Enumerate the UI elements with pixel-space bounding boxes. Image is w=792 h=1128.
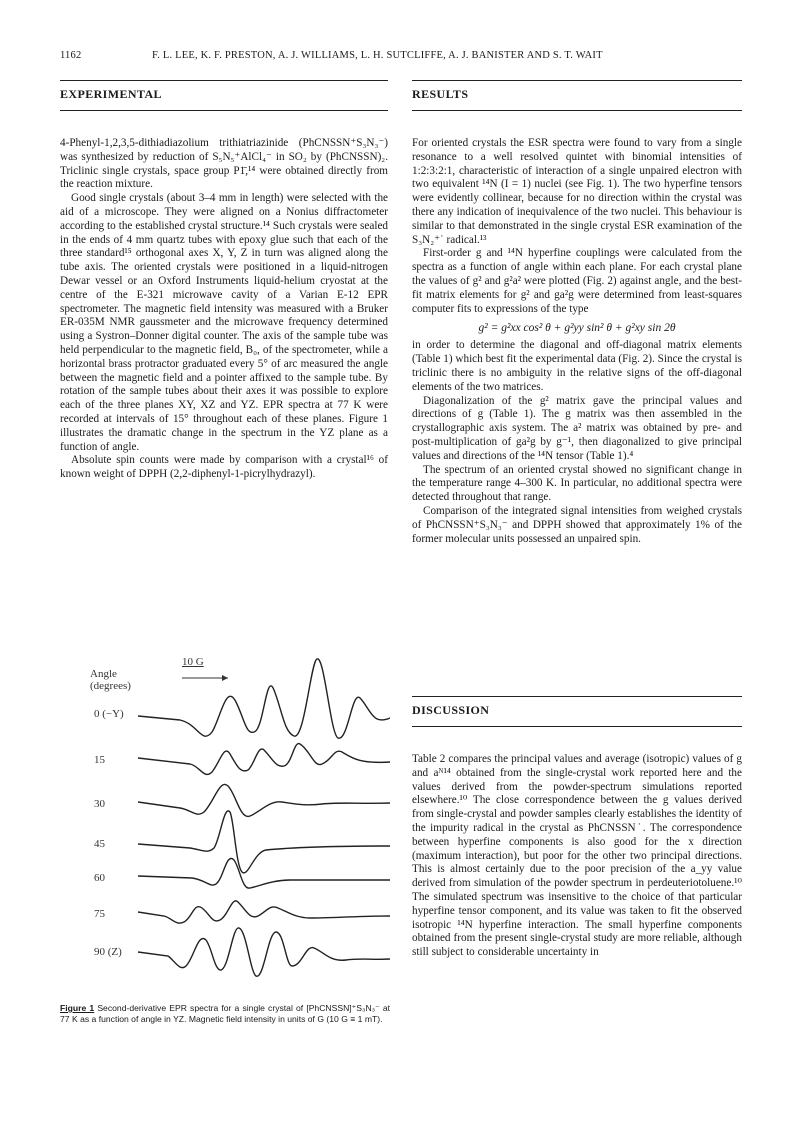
discussion-section [412, 696, 742, 960]
spectrum-15 [138, 744, 390, 775]
results-paragraph-4: Diagonalization of the g² matrix gave the principal values and directions of g (Table 1). The g matrix was then assembled in the crystallographic axis system. The a² matrix was obtained by pre- and post-multiplication of ga²g by g⁻¹, then diagonalized to give principal values and directions of the ¹⁴N tensor (Table 1).⁴ [412, 394, 742, 462]
scale-bar-arrow [222, 675, 228, 681]
spectrum-30 [138, 784, 390, 816]
results-heading: RESULTS [412, 87, 469, 101]
angle-label-15: 15 [94, 754, 105, 766]
angle-label-60: 60 [94, 872, 105, 884]
section-rule-top [412, 696, 742, 697]
section-rule-top [412, 80, 742, 81]
angle-header-line-2: (degrees) [90, 680, 131, 692]
angle-label-90: 90 (Z) [94, 946, 122, 958]
spectrum-90 [138, 928, 390, 976]
section-rule-bottom [412, 726, 742, 727]
section-rule-bottom [60, 110, 388, 111]
equation: g² = g²xx cos² θ + g²yy sin² θ + g²xy sin 2θ [478, 322, 676, 335]
results-paragraph-3: in order to determine the diagonal and off-diagonal matrix elements (Table 1) which best fit the experimental data (Fig. 2). Since the crystal is triclinic there is no ambiguity in the relative signs of the off-diagonal elements of the two matrices. [412, 339, 742, 393]
angle-label-75: 75 [94, 908, 105, 920]
scale-bar-label: 10 G [182, 656, 204, 668]
epr-spectra-plot [60, 640, 390, 1000]
running-header [60, 50, 732, 66]
spectrum-45 [138, 811, 390, 873]
results-paragraph-1: For oriented crystals the ESR spectra were found to vary from a single resonance to a well resolved quintet with binomial intensities of 1:2:3:2:1, characteristic of interaction of a single unpaired electron with two equivalent ¹⁴N (I = 1) nuclei (see Fig. 1). The two hyperfine tensors were evidently collinear, because for no direction within the crystal was there any indication of inequivalence of the two nuclei. This behaviour is similar to that demonstrated in the single crystal ESR examination of the S₃N₂⁺˙ radical.¹³ [412, 137, 742, 246]
results-paragraph-6: Comparison of the integrated signal intensities from weighed crystals of PhCNSSN⁺S₃N₃⁻ and DPPH showed that approximately 1% of the former molecular units possessed an unpaired spin. [412, 504, 742, 545]
results-section [412, 80, 742, 546]
author-line: F. L. LEE, K. F. PRESTON, A. J. WILLIAMS, L. H. SUTCLIFFE, A. J. BANISTER AND S. T. WAIT [152, 50, 603, 61]
angle-label-0: 0 (−Y) [94, 708, 124, 720]
experimental-section [60, 80, 388, 482]
spectrum-0 [138, 659, 390, 738]
angle-label-30: 30 [94, 798, 105, 810]
discussion-paragraph-1: Table 2 compares the principal values and average (isotropic) values of g and aᴺ¹⁴ obtained from the single-crystal work reported here and the values derived from the powder-spectrum simulations reported elsewhere.¹⁰ The close correspondence between the g values derived from single-crystal and powder samples clearly establishes the identity of the impurity radical in the crystal as PhCNSSN˙. The correspondence between hyperfine components is also good for the x direction (maximum interaction), but poor for the other two principal directions. This is almost certainly due to the poor precision of the a_yy value derived from simulation of the powder spectrum in perdeuteriotoluene.¹⁰ The simulated spectrum was insensitive to the choice of that particular hyperfine tensor component, and its value was taken to fit the observed isotropic ¹⁴N hyperfine interaction. The small hyperfine components obtained from the present single-crystal study are more reliable, although still subject to considerable uncertainty in [412, 753, 742, 959]
experimental-heading: EXPERIMENTAL [60, 87, 162, 101]
discussion-heading: DISCUSSION [412, 703, 490, 717]
section-rule-bottom [412, 110, 742, 111]
figure-caption-label: Figure 1 [60, 1003, 95, 1013]
experimental-paragraph-2: Good single crystals (about 3–4 mm in length) were selected with the aid of a microscope. They were aligned on a Nonius diffractometer according to the established crystal structure.¹⁴ Such crystals were sealed in the ends of 4 mm quartz tubes with epoxy glue such that each of the three standard¹⁵ orthogonal axes X, Y, Z in turn was aligned along the tube axis. The oriented crystals were positioned in a liquid-nitrogen Dewar vessel or an Oxford Instruments liquid-helium cryostat at the centre of the E-321 microwave cavity of a Varian E-12 EPR spectrometer. The magnetic field intensity was measured with a Bruker ER-035M NMR gaussmeter and the microwave frequency determined using a Systron–Donner digital counter. The axis of the sample tube was held perpendicular to the magnetic field, B₀, of the spectrometer, while a horizontal brass protractor graduated every 5° of arc measured the angle between the magnetic field and a pointer affixed to the sample tube. By rotation of the sample tubes about their axes it was possible to explore each of the three planes XY, XZ and YZ. EPR spectra at 77 K were recorded at intervals of 15° throughout each of these planes. Figure 1 illustrates the dramatic change in the spectrum in the YZ plane as a function of angle. [60, 192, 388, 453]
figure-caption [60, 1003, 390, 1025]
figure-caption-text: Second-derivative EPR spectra for a single crystal of [PhCNSSN]⁺S₃N₃⁻ at 77 K as a function of angle in YZ. Magnetic field intensity in units of G (10 G ≡ 1 mT). [60, 1003, 390, 1024]
angle-label-45: 45 [94, 838, 105, 850]
results-paragraph-2: First-order g and ¹⁴N hyperfine couplings were calculated from the spectra as a function of angle within each plane. For each crystal plane the values of g² and g²a² were plotted (Fig. 2) against angle, and the best-fit matrix elements for g² and ga²g were determined from least-squares computer fits to expressions of the type [412, 247, 742, 315]
spectrum-75 [138, 901, 390, 923]
section-rule-top [60, 80, 388, 81]
figure-1 [60, 640, 390, 1010]
spectrum-60 [138, 858, 390, 888]
page-number: 1162 [60, 50, 82, 61]
angle-header-line-1: Angle [90, 668, 117, 680]
experimental-paragraph-3: Absolute spin counts were made by comparison with a crystal¹⁶ of known weight of DPPH (2,2-diphenyl-1-picrylhydrazyl). [60, 454, 388, 481]
results-paragraph-5: The spectrum of an oriented crystal showed no significant change in the temperature range 4–300 K. In particular, no additional spectra were detected throughout that range. [412, 463, 742, 504]
experimental-paragraph-1: 4-Phenyl-1,2,3,5-dithiadiazolium trithiatriazinide (PhCNSSN⁺S₃N₃⁻) was synthesized by reduction of S₅N₅⁺AlCl₄⁻ in SO₂ by (PhCNSSN)₂. Triclinic single crystals, space group P1̄,¹⁴ were obtained directly from the reaction mixture. [60, 137, 388, 191]
